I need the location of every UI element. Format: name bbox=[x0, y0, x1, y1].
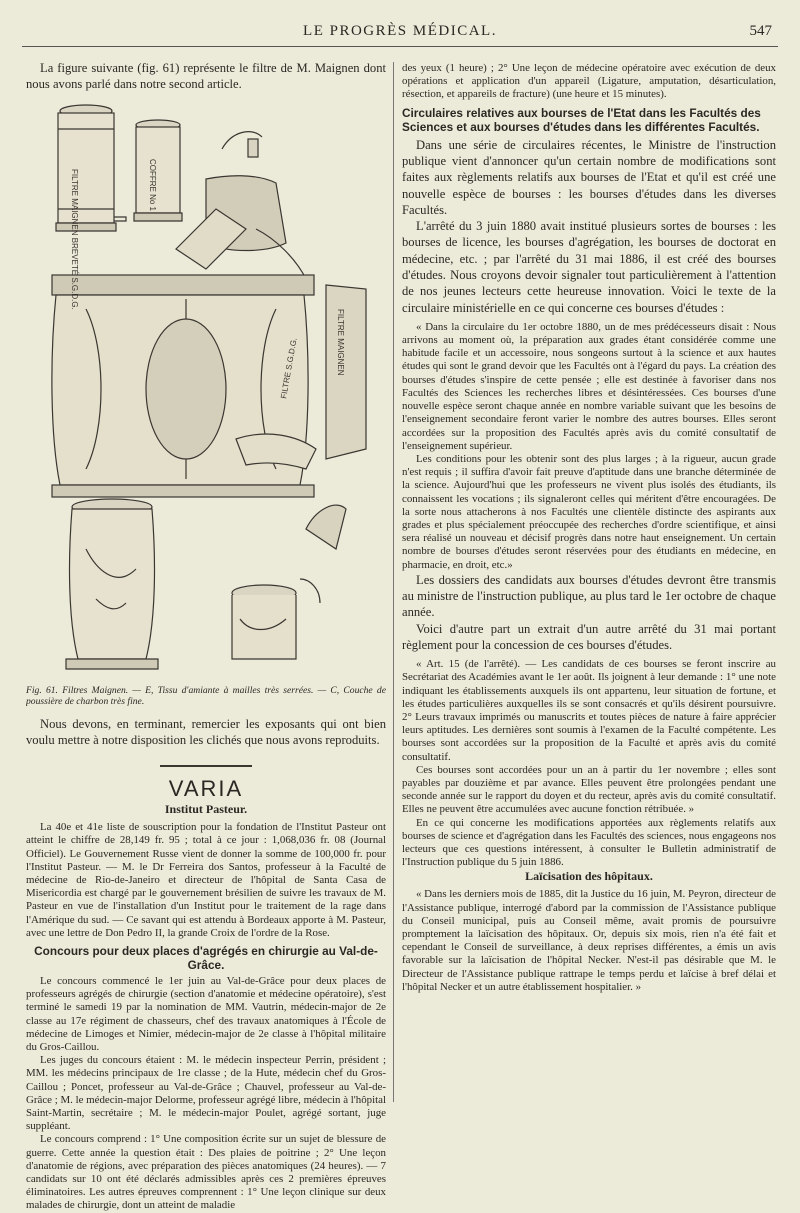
figure-caption: Fig. 61. Filtres Maignen. — E, Tissu d'amiante à mailles très serrées. — C, Couche de poussière de charbon très fine. bbox=[26, 684, 386, 708]
institut-heading: Institut Pasteur. bbox=[164, 802, 248, 817]
concours-heading: Concours pour deux places d'agrégés en chirurgie au Val-de-Grâce. bbox=[34, 944, 378, 973]
varia-heading: VARIA bbox=[168, 776, 244, 802]
article-paragraph-3: En ce qui concerne les modifications apportées aux règlements relatifs aux bourses de science et d'agrégation dans les Facultés des sciences, nous engageons nos lecteurs que ces questions intéressent, à consulter le Bulletin administratif de l'Instruction publique du 5 juin 1886. bbox=[402, 816, 776, 869]
continuation-paragraph: des yeux (1 heure) ; 2° Une leçon de médecine opératoire avec exécution de deux opérations et application d'un appareil (Ligature, amputation, désarticulation, résection, et appareils de fracture) (une heure et 15 minutes). bbox=[402, 62, 776, 101]
quote-paragraph-1: « Dans la circulaire du 1er octobre 1880, un de mes prédécesseurs disait : Nous arrivons au moment où, la préparation aux grades étant considérée comme une habitude facile et un accessoire, nous songeons surtout à la science et aux hautes études qui sont le grand devoir que les Facultés ont à l'égard du pays. La création des bourses d'études s'inspire de cette pensée ; elle est destinée à favoriser dans nos Facultés des Sciences les recherches libres et désintéressées. Ces bourses d'une nouvelle espèce seront chaque année en nombre variable suivant que les besoins de l'enseignement secondaire feront varier le nombre des autres bourses. Elles seront accordées sur la proposition des Facultés après avis du comité consultatif de l'enseignement supérieur. bbox=[402, 320, 776, 452]
filter-engraving bbox=[26, 99, 386, 681]
ornament-rule bbox=[160, 765, 252, 767]
laicisation-paragraph: « Dans les derniers mois de 1885, dit la Justice du 16 juin, M. Peyron, directeur de l'Assistance publique, interrogé d'abord par la commission de l'Assistance publique du Conseil municipal, puis au Conseil même, avait promis de poursuivre promptement la laïcisation des hôpitaux. Or, depuis six mois, rien n'a été fait et cependant le Conseil de surveillance, à deux reprises différentes, a émis un avis favorable sur la laïcisation de l'hôpital Necker. N'est-il pas désirable que M. le Directeur de l'Assistance publique rattrape le temps perdu et laïcise à bref délai et l'hôpital Necker et un autre établissement hospitalier. » bbox=[402, 888, 776, 993]
maignen-filter-figure bbox=[26, 99, 386, 681]
column-divider bbox=[393, 62, 394, 1102]
filter-label-c: FILTRE MAIGNEN bbox=[336, 308, 345, 376]
closing-paragraph: Nous devons, en terminant, remercier les exposants qui ont bien voulu mettre à notre disposition les clichés que nous avons reproduits. bbox=[26, 716, 386, 747]
quote-paragraph-2: Les conditions pour les obtenir sont des plus larges ; à la rigueur, aucun grade n'est requis ; il suffira d'avoir fait preuve d'aptitude dans une branche déterminée de la science. Aujourd'hui que les professeurs ne vivent plus isolés des étudiants, ils connaissent les vocations ; ils signaleront celles qui méritent d'être encouragées. De la sorte nous attacherons à nos Facultés une clientèle distincte des aspirants aux grades et plus spécialement préoccupée des recherches d'ordre scientifique, et ainsi sera réalisé un nouveau et décisif progrès dans notre haut enseignement. Un certain nombre de bourses d'études seront réservées pour des étudiants en médecine, en pharmacie, en droit, etc.» bbox=[402, 452, 776, 571]
right-column bbox=[402, 62, 776, 994]
intro-paragraph: La figure suivante (fig. 61) représente le filtre de M. Maignen dont nous avons parlé dans notre second article. bbox=[26, 61, 386, 92]
article-paragraph-2: Ces bourses sont accordées pour un an à partir du 1er novembre ; elles sont payables par douzième et par avance. Elles peuvent être prolongées pendant une seconde année sur le rapport du doyen et du recteur, après avis du comité consultatif. Elles ne peuvent être accumulées avec aucune fonction rétribuée. » bbox=[402, 763, 776, 816]
circulaires-paragraph-2: L'arrêté du 3 juin 1880 avait institué plusieurs sortes de bourses : les bourses de licence, les bourses d'agrégation, les bourses de doctorat en médecine, etc. ; par l'arrêté du 31 mai 1886, il est créé des bourses d'études. Nous croyons devoir signaler tout particulièrement à l'attention de nos jeunes lecteurs cette heureuse innovation. Voici le texte de la circulaire ministérielle en ce qui concerne ces bourses d'études : bbox=[402, 219, 776, 315]
filter-label-a: FILTRE MAIGNEN BREVETÉ S.G.D.G. bbox=[70, 168, 79, 310]
circulaires-heading: Circulaires relatives aux bourses de l'Etat dans les Facultés des Sciences et aux bourses d'études dans les différentes Facultés. bbox=[402, 105, 761, 134]
journal-title: LE PROGRÈS MÉDICAL. bbox=[303, 23, 497, 39]
voici-paragraph: Voici d'autre part un extrait d'un autre arrêté du 31 mai portant règlement pour la concession de ces bourses d'études. bbox=[402, 621, 776, 652]
filter-label-b: COFFRE No 1 bbox=[148, 158, 157, 211]
dossiers-paragraph: Les dossiers des candidats aux bourses d'études devront être transmis au ministre de l'instruction publique, au plus tard le 1er octobre de chaque année. bbox=[402, 572, 776, 620]
concours-paragraph-1: Le concours commencé le 1er juin au Val-de-Grâce pour deux places de professeurs agrégés de chirurgie (section d'anatomie et médecine opératoire), s'est terminé le samedi 19 par la nomination de MM. Vautrin, médecin-major de 2e classe au 17e régiment de chasseurs, chef des travaux anatomiques à l'École de médecine de Limoges et Nimier, médecin-major de 2e classe à l'hôpital militaire du Gros-Caillou. bbox=[26, 975, 386, 1054]
circulaires-paragraph-1: Dans une série de circulaires récentes, le Ministre de l'instruction publique vient d'annoncer qu'un certain nombre de modifications sont faites aux règlements relatifs aux bourses de l'Etat et qu'il est créé une nouvelle espèce de bourses : les bourses d'études dans les diverses Facultés. bbox=[402, 137, 776, 217]
concours-paragraph-3: Le concours comprend : 1° Une composition écrite sur un sujet de blessure de guerre. Cette année la question était : Des plaies de poitrine ; 2° Une leçon d'anatomie de régions, avec préparation des pièces anatomiques (24 heures). — 7 candidats sur 10 ont été déclarés admissibles après ces 2 premières épreuves éliminatoires. Les autres épreuves comprennent : 1° Une leçon clinique sur deux malades de chirurgie, dont un atteint de maladie bbox=[26, 1133, 386, 1212]
varia-ornament bbox=[26, 756, 386, 774]
article-paragraph-1: « Art. 15 (de l'arrêté). — Les candidats de ces bourses se feront inscrire au Secrétariat des Académies avant le 1er août. Ils joignent à leur demande : 1° une note indiquant les établissements auxquels ils ont appartenu, leur situation de fortune, et les études particulières auxquelles ils se sont consacrés et qu'ils désirent poursuivre. 2° Leurs travaux imprimés ou manuscrits et toutes pièces de nature à faire apprécier leurs aptitudes. Les dernières sont soumis à l'examen de la Faculté compétente. Les bourses sont accordées sur la proposition de la Faculté et après avis du comité consultatif. bbox=[402, 658, 776, 763]
concours-paragraph-2: Les juges du concours étaient : M. le médecin inspecteur Perrin, président ; MM. les médecins principaux de 1re classe ; de la Hute, médecin chef du Gros-Caillou ; Poncet, professeur au Val-de-Grâce ; Chauvel, professeur au Val-de-Grâce ; M. le médecin-major Delorme, professeur agrégé libre, médecin à l'hôpital Saint-Martin, secrétaire ; M. le médecin-major Poulet, agrégé sortant, juge suppléant. bbox=[26, 1054, 386, 1133]
filter-label-d: FILTRE S.G.D.G. bbox=[279, 336, 299, 399]
page-header bbox=[22, 20, 778, 47]
laicisation-heading: Laïcisation des hôpitaux. bbox=[525, 869, 653, 884]
institut-paragraph: La 40e et 41e liste de souscription pour la fondation de l'Institut Pasteur ont atteint le chiffre de 28,149 fr. 95 ; total à ce jour : 1,068,036 fr. 08 (Journal Officiel). Le Gouvernement Russe vient de donner la somme de 100,000 fr. pour l'Institut Pasteur. — M. le Dr Ferreira dos Santos, professeur à la Faculté de médecine de Rio-de-Janeiro et directeur de l'hôpital de Santa Casa de Misericordia est chargé par le gouvernement brésilien de suivre les travaux de M. Pasteur en vue de l'installation d'un Institut pour le traitement de la rage dans l'Amérique du sud. — Ce savant qui est attendu à Bordeaux apporte à M. Pasteur, avec une lettre de Don Pedro II, la grande Croix de l'ordre de la Rose. bbox=[26, 821, 386, 939]
page-number: 547 bbox=[749, 23, 772, 39]
left-column bbox=[26, 60, 386, 1213]
